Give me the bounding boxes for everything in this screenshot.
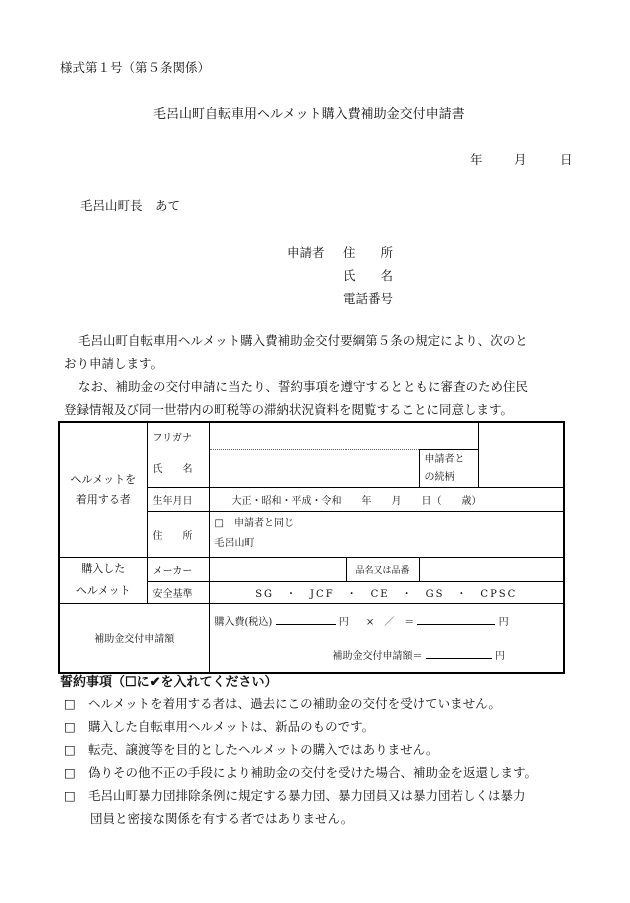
applicant-name-label: 氏 名 [343, 268, 394, 283]
relation-field[interactable] [478, 422, 564, 487]
applicant-address-label: 住 所 [343, 245, 394, 260]
oath-item [64, 738, 584, 761]
furigana-field[interactable] [209, 422, 478, 449]
statement-paragraph [64, 329, 574, 421]
price-input[interactable] [276, 612, 336, 625]
oath-text-1: ヘルメットを着用する者は、過去にこの補助金の交付を受けていません。 [88, 696, 501, 711]
calc-operators: × ／ ＝ [365, 616, 415, 628]
oath-checkbox-2[interactable]: □ [64, 719, 76, 734]
address-town: 毛呂山町 [214, 538, 255, 549]
oath-heading: 誓約事項（☐に✔を入れてください） [60, 675, 278, 690]
price-label: 購入費(税込) [214, 616, 273, 628]
amount-total-row [215, 646, 559, 662]
relation-label-line-1: 申請者と [424, 453, 465, 465]
wearer-name-field[interactable] [209, 449, 419, 487]
oath-text-4: 偽りその他不正の手段により補助金の交付を受けた場合、補助金を返還します。 [88, 765, 538, 780]
oath-item [64, 784, 584, 830]
oath-item [64, 761, 584, 784]
wearer-address-label: 住 所 [147, 511, 209, 557]
statement-line-2: おり申請します。 [64, 356, 164, 371]
wearer-name-label: 氏 名 [147, 449, 209, 487]
amount-total-input[interactable] [426, 646, 492, 659]
calc-result-input[interactable] [417, 612, 495, 625]
addressee: 毛呂山町長 あて [80, 198, 181, 213]
oath-text-5: 毛呂山町暴力団排除条例に規定する暴力団、暴力団員又は暴力団若しくは暴力 [88, 788, 526, 803]
calc-result-yen: 円 [498, 616, 509, 628]
maker-label: メーカー [147, 557, 209, 581]
safety-standard-label: 安全基準 [147, 581, 209, 603]
table-row [59, 557, 564, 581]
wearer-address-field[interactable] [209, 511, 564, 557]
birthdate-label: 生年月日 [147, 487, 209, 511]
oath-text-5-cont: 団員と密接な関係を有する者ではありません。 [90, 811, 354, 826]
applicant-label: 申請者 [287, 245, 325, 260]
wearer-label-line-2: 着用する者 [75, 492, 131, 506]
date-day-label: 日 [560, 152, 573, 167]
oath-item [64, 715, 584, 738]
oath-checkbox-5[interactable]: □ [64, 788, 76, 803]
birthdate-field[interactable]: 大正・昭和・平成・令和 年 月 日（ 歳） [209, 487, 564, 511]
statement-line-1: 毛呂山町自転車用ヘルメット購入費補助金交付要綱第５条の規定により、次のと [78, 333, 528, 348]
furigana-label: フリガナ [147, 422, 209, 449]
wearer-section-label [59, 422, 147, 557]
application-table [58, 421, 565, 674]
amount-label: 補助金交付申請額 [59, 603, 209, 673]
helmet-section-label [59, 557, 147, 603]
date-month-label: 月 [514, 152, 527, 167]
same-as-applicant-checkbox[interactable]: □ 申請者と同じ [214, 518, 294, 529]
table-row [59, 422, 564, 449]
oath-checkbox-4[interactable]: □ [64, 765, 76, 780]
safety-standard-options[interactable]: SG ・ JCF ・ CE ・ GS ・ CPSC [209, 581, 564, 603]
helmet-label-line-1: 購入した [81, 562, 126, 575]
wearer-label-line-1: ヘルメットを [70, 472, 137, 486]
applicant-phone-label: 電話番号 [343, 291, 394, 306]
oath-item [64, 692, 584, 715]
consent-line-1: なお、補助金の交付申請に当たり、誓約事項を遵守するとともに審査のため住民 [78, 379, 529, 394]
oath-checkbox-3[interactable]: □ [64, 742, 76, 757]
relation-label-line-2: の続柄 [424, 471, 455, 483]
helmet-label-line-2: ヘルメット [75, 584, 131, 597]
product-label: 品名又は品番 [346, 557, 419, 581]
amount-total-yen: 円 [494, 650, 505, 662]
price-yen: 円 [338, 616, 349, 628]
oath-checkbox-1[interactable]: □ [64, 696, 76, 711]
relation-label [419, 449, 478, 487]
consent-line-2: 登録情報及び同一世帯内の町税等の滞納状況資料を閲覧することに同意します。 [64, 402, 514, 417]
date-year-label: 年 [470, 152, 483, 167]
product-field[interactable] [419, 557, 564, 581]
form-number: 様式第１号（第５条関係） [60, 60, 211, 75]
table-row [59, 603, 564, 673]
oath-text-3: 転売、譲渡等を目的としたヘルメットの購入ではありません。 [88, 742, 439, 757]
amount-field[interactable] [209, 603, 564, 673]
page-title: 毛呂山町自転車用ヘルメット購入費補助金交付申請書 [153, 107, 465, 122]
maker-field[interactable] [209, 557, 346, 581]
price-row [215, 612, 559, 628]
oath-text-2: 購入した自転車用ヘルメットは、新品のものです。 [88, 719, 375, 734]
amount-total-label: 補助金交付申請額＝ [332, 650, 423, 662]
